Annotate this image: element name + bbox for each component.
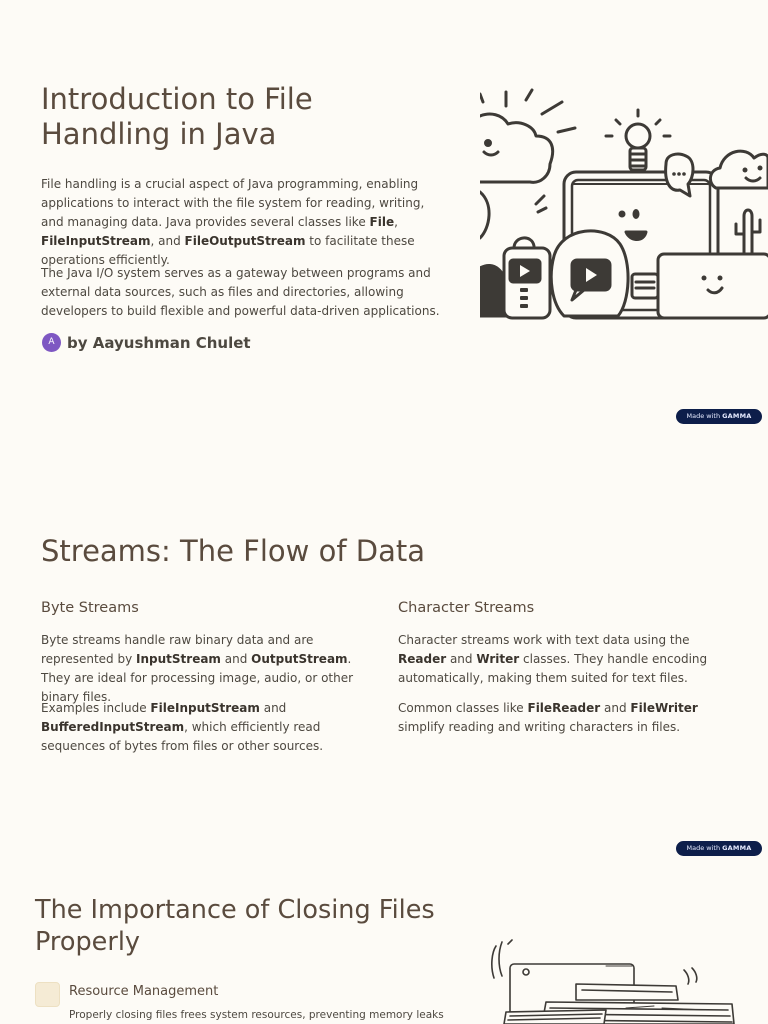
slide-title: [35, 894, 435, 958]
intro-paragraph-2: [41, 264, 441, 321]
bold-term: FileReader: [527, 701, 601, 715]
text-span: and: [259, 701, 287, 715]
text-span: operations efficiently.: [41, 253, 170, 267]
byte-streams-paragraph-1: [41, 631, 361, 707]
resource-management-heading: Resource Management: [69, 984, 219, 999]
slide-closing-files: [0, 864, 768, 1024]
slide-title: [41, 82, 313, 153]
bold-term: FileOutputStream: [184, 234, 306, 248]
bold-term: FileInputStream: [41, 234, 151, 248]
badge-brand: GAMMA: [722, 844, 752, 852]
made-with-gamma-badge[interactable]: [676, 841, 762, 856]
slide-title: Streams: The Flow of Data: [41, 534, 426, 568]
text-span: Examples include: [41, 701, 151, 715]
resource-icon: [35, 982, 60, 1007]
bold-term: InputStream: [136, 652, 221, 666]
badge-brand: GAMMA: [722, 412, 752, 420]
text-span: binary files.: [41, 690, 112, 704]
made-with-gamma-badge[interactable]: [676, 409, 762, 424]
text-span: and: [446, 652, 477, 666]
bold-term: FileInputStream: [150, 701, 260, 715]
bold-term: Reader: [398, 652, 447, 666]
text-span: File handling is a crucial aspect of Java programming, enabling: [41, 177, 419, 191]
title-line-1: Introduction to File: [41, 82, 313, 116]
resource-management-text: Properly closing files frees system resources, preventing memory leaks: [69, 1009, 444, 1021]
byte-streams-paragraph-2: [41, 699, 361, 756]
text-span: They are ideal for processing image, audio, or other: [41, 671, 354, 685]
messy-files-illustration: [486, 938, 748, 1024]
text-span: and: [600, 701, 631, 715]
character-streams-heading: Character Streams: [398, 600, 535, 616]
slide-streams: [0, 432, 768, 864]
badge-label: Made with: [686, 844, 723, 852]
text-span: Byte streams handle raw binary data and are: [41, 633, 314, 647]
text-span: to facilitate these: [305, 234, 415, 248]
text-span: Character streams work with text data using the: [398, 633, 690, 647]
text-span: ,: [394, 215, 398, 229]
text-span: Common classes like: [398, 701, 528, 715]
text-span: external data sources, such as files and directories, allowing: [41, 285, 404, 299]
badge-label: Made with: [686, 412, 723, 420]
text-span: , which efficiently read: [184, 720, 321, 734]
title-line-2: Handling in Java: [41, 117, 277, 152]
text-span: , and: [150, 234, 185, 248]
text-span: automatically, making them suited for text files.: [398, 671, 688, 685]
avatar: A: [42, 333, 61, 352]
text-span: applications to interact with the file system for reading, writing,: [41, 196, 425, 210]
title-line-1: The Importance of Closing Files: [35, 895, 435, 925]
bold-term: File: [369, 215, 395, 229]
text-span: developers to build flexible and powerful data-driven applications.: [41, 304, 440, 318]
text-span: .: [347, 652, 352, 666]
cartoon-devices-illustration: [480, 88, 768, 320]
bold-term: OutputStream: [251, 652, 348, 666]
text-span: and managing data. Java provides several classes like: [41, 215, 370, 229]
bold-term: FileWriter: [630, 701, 698, 715]
byte-streams-heading: Byte Streams: [41, 600, 139, 616]
text-span: sequences of bytes from files or other sources.: [41, 739, 324, 753]
bold-term: BufferedInputStream: [41, 720, 185, 734]
text-span: represented by: [41, 652, 137, 666]
title-line-2: Properly: [35, 927, 140, 957]
text-span: simplify reading and writing characters in files.: [398, 720, 681, 734]
intro-paragraph-1: [41, 175, 441, 270]
author-name: by Aayushman Chulet: [67, 334, 251, 352]
character-streams-paragraph-2: [398, 699, 728, 737]
text-span: The Java I/O system serves as a gateway between programs and: [41, 266, 431, 280]
slide-introduction: [0, 0, 768, 432]
text-span: classes. They handle encoding: [519, 652, 708, 666]
character-streams-paragraph-1: [398, 631, 728, 688]
text-span: and: [220, 652, 252, 666]
bold-term: Writer: [476, 652, 520, 666]
